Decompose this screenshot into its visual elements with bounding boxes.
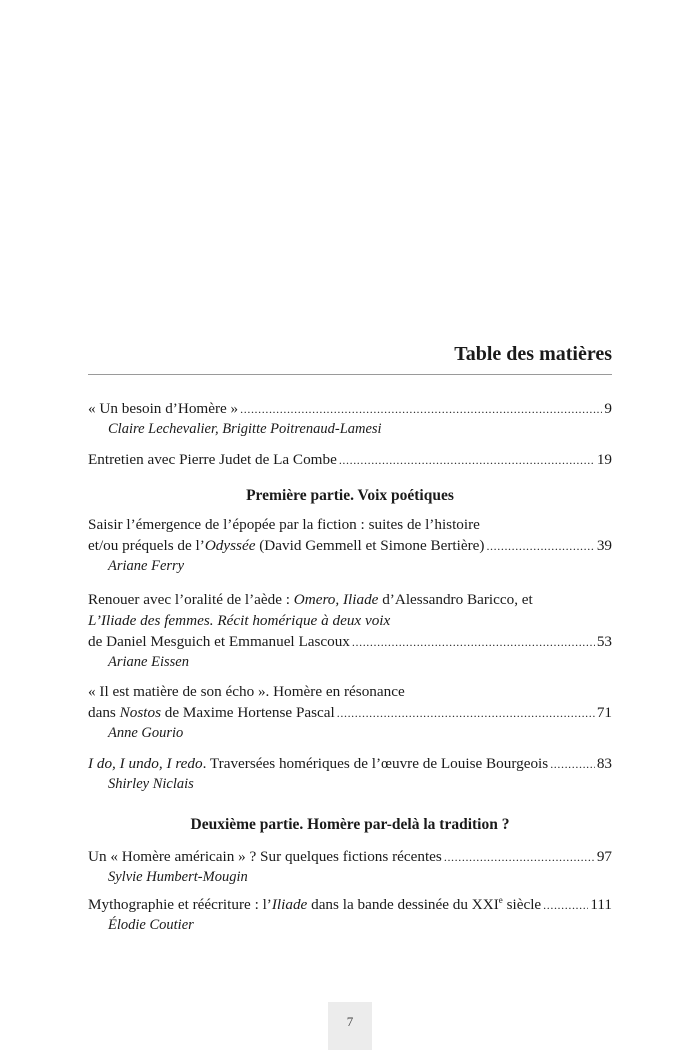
entry-title-text: [88, 449, 337, 470]
entry-text-segment: (David Gemmell et Simone Bertière): [255, 537, 485, 554]
entry-page-number: 53: [596, 633, 612, 650]
entry-text-segment: « Il est matière de son écho ». Homère en résonance: [88, 683, 405, 700]
entry-text-segment: e: [498, 895, 503, 905]
entry-text-segment: Omero, Iliade: [293, 591, 379, 608]
entry-text-segment: Mythographie et réécriture : l’: [88, 896, 272, 913]
toc-entry-line: [88, 894, 612, 915]
part-heading-2: Deuxième partie. Homère par-delà la tradition ?: [190, 816, 510, 833]
entry-text-segment: I do, I undo, I redo: [88, 755, 203, 772]
entry-text-segment: de Daniel Mesguich et Emmanuel Lascoux: [88, 633, 350, 650]
dot-leader: [444, 846, 595, 867]
entry-text-segment: siècle: [502, 896, 542, 913]
entry-page-number: 19: [596, 451, 612, 468]
page-number: 7: [328, 1002, 372, 1050]
entry-text-segment: Nostos: [119, 704, 161, 721]
entry-text-segment: dans la bande dessinée du XXI: [307, 896, 499, 913]
entry-title-text: [88, 589, 533, 610]
entry-title-text: [88, 535, 484, 556]
entry-title-text: [88, 702, 335, 723]
entry-text-segment: Odyssée: [204, 537, 256, 554]
entry-title-text: [88, 610, 390, 631]
entry-text-segment: Iliade: [271, 896, 308, 913]
toc-entry-line: [88, 631, 612, 652]
title-rule: [88, 374, 612, 375]
toc-entry-line: [88, 514, 612, 535]
toc-entry[interactable]: [88, 514, 612, 576]
toc-entry-line: [88, 681, 612, 702]
entry-page-number: 71: [596, 704, 612, 721]
toc-entry[interactable]: [88, 894, 612, 935]
entry-text-segment: L’Iliade des femmes. Récit homérique à deux voix: [88, 612, 391, 629]
entry-page-number: 83: [596, 755, 612, 772]
toc-entry-line: [88, 753, 612, 774]
toc-entry-line: [88, 610, 612, 631]
dot-leader: [339, 449, 595, 470]
entry-title-text: [88, 894, 541, 915]
entry-text-segment: Un « Homère américain » ? Sur quelques fictions récentes: [88, 848, 442, 865]
entry-text-segment: de Maxime Hortense Pascal: [161, 704, 335, 721]
entry-author: Élodie Coutier: [108, 917, 194, 933]
entry-author: Sylvie Humbert-Mougin: [108, 869, 248, 885]
toc-entry[interactable]: [88, 753, 612, 794]
entry-page-number: 97: [596, 848, 612, 865]
entry-author: Shirley Niclais: [108, 776, 194, 792]
part-heading-1: Première partie. Voix poétiques: [246, 487, 454, 504]
toc-entry-line: [88, 589, 612, 610]
entry-text-segment: « Un besoin d’Homère »: [88, 400, 239, 417]
entry-title-text: [88, 398, 238, 419]
entry-text-segment: dans: [88, 704, 120, 721]
dot-leader: [550, 753, 595, 774]
entry-title-text: [88, 631, 350, 652]
dot-leader: [352, 631, 595, 652]
entry-author: Claire Lechevalier, Brigitte Poitrenaud-Lamesi: [108, 421, 382, 437]
entry-text-segment: Saisir l’émergence de l’épopée par la fiction : suites de l’histoire: [88, 516, 480, 533]
page-title: Table des matières: [454, 343, 612, 365]
entry-text-segment: . Traversées homériques de l’œuvre de Louise Bourgeois: [202, 755, 549, 772]
toc-entry-line: [88, 846, 612, 867]
entry-text-segment: Entretien avec Pierre Judet de La Combe: [88, 451, 337, 468]
entry-text-segment: d’Alessandro Baricco, et: [378, 591, 533, 608]
entry-title-text: [88, 681, 405, 702]
toc-entry[interactable]: [88, 449, 612, 470]
entry-text-segment: Renouer avec l’oralité de l’aède :: [88, 591, 294, 608]
dot-leader: [240, 398, 602, 419]
toc-entry-line: [88, 449, 612, 470]
toc-entry-line: [88, 702, 612, 723]
entry-author: Anne Gourio: [108, 725, 184, 741]
dot-leader: [337, 702, 595, 723]
entry-author: Ariane Eissen: [108, 654, 189, 670]
toc-entry[interactable]: [88, 589, 612, 672]
toc-entry-line: [88, 398, 612, 419]
entry-title-text: [88, 846, 442, 867]
toc-entry-line: [88, 535, 612, 556]
entry-page-number: 9: [604, 400, 612, 417]
entry-author: Ariane Ferry: [108, 558, 185, 574]
entry-page-number: 39: [596, 537, 612, 554]
toc-entry[interactable]: [88, 846, 612, 887]
dot-leader: [486, 535, 594, 556]
entry-title-text: [88, 753, 548, 774]
entry-page-number: 111: [590, 896, 612, 913]
dot-leader: [543, 894, 588, 915]
toc-entry[interactable]: [88, 398, 612, 439]
toc-entry[interactable]: [88, 681, 612, 743]
entry-text-segment: et/ou préquels de l’: [88, 537, 205, 554]
entry-title-text: [88, 514, 480, 535]
